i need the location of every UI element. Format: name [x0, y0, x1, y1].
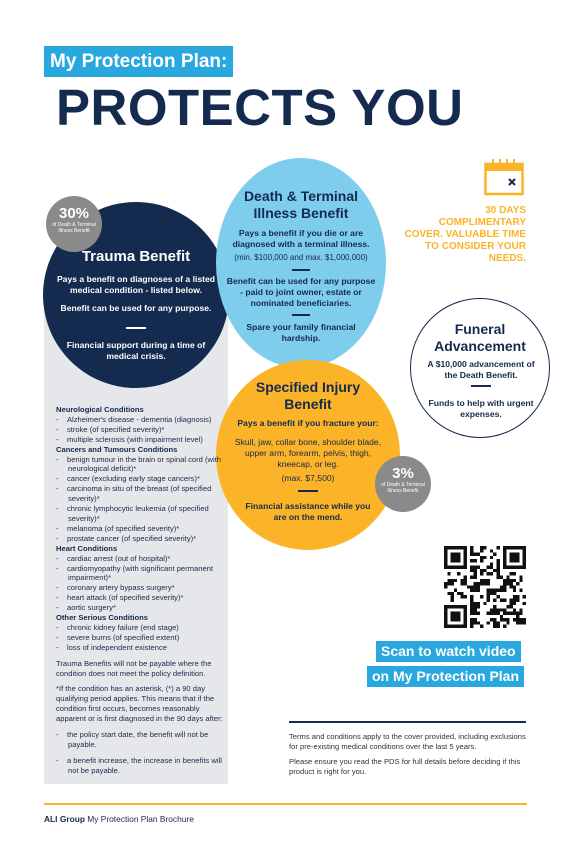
scan-video-label-line2: on My Protection Plan: [367, 666, 524, 687]
cancer-list: [56, 455, 224, 544]
footer-document-title: My Protection Plan Brochure: [84, 814, 194, 824]
divider: [292, 269, 310, 271]
trauma-benefit-description: Pays a benefit on diagnoses of a listed medical condition - listed below.: [56, 274, 216, 295]
subtitle-banner: My Protection Plan:: [44, 46, 233, 77]
funeral-advancement-circle: [410, 298, 550, 438]
injury-percentage-badge: [375, 456, 431, 512]
list-item: - carcinoma in situ of the breast (of specified severity)*: [56, 484, 224, 504]
list-item: - prostate cancer (of specified severity)*: [56, 534, 224, 544]
injury-benefit-circle: [216, 360, 400, 550]
category-heading: Other Serious Conditions: [56, 613, 148, 623]
heart-list: [56, 554, 224, 613]
category-heading: Neurological Conditions: [56, 405, 144, 414]
list-item: - the policy start date, the benefit will not be payable.: [56, 730, 224, 750]
badge-label: of Death & Terminal Illness Benefit: [381, 482, 425, 494]
terms-paragraph: Terms and conditions apply to the cover provided, including exclusions for pre-existing medical conditions over the last 5 years.: [289, 732, 526, 751]
calendar-icon: [484, 158, 524, 196]
footer-brand: ALI Group: [44, 814, 85, 824]
category-heading: Cancers and Tumours Conditions: [56, 444, 178, 454]
other-list: [56, 623, 224, 653]
trauma-benefit-title: Trauma Benefit: [81, 248, 191, 265]
injury-benefit-title: Specified Injury Benefit: [255, 379, 361, 412]
list-item: - multiple sclerosis (with impairment level): [56, 435, 224, 445]
list-item: - benign tumour in the brain or spinal cord (with neurological deficit)*: [56, 455, 224, 475]
death-benefit-circle: [216, 158, 386, 368]
footer: [44, 814, 194, 824]
payment-note: Trauma Benefits will not be payable where the condition does not meet the policy definition.: [56, 658, 212, 678]
injury-benefit-bones: Skull, jaw, collar bone, shoulder blade, upper arm, forearm, pelvis, thigh, kneecap, or leg.: [234, 437, 382, 469]
list-item: - loss of independent existence: [56, 643, 224, 653]
page-title: PROTECTS YOU: [56, 79, 464, 136]
list-item: - cardiac arrest (out of hospital)*: [56, 554, 224, 564]
list-item: - heart attack (of specified severity)*: [56, 593, 224, 603]
divider: [298, 490, 318, 492]
pds-paragraph: Please ensure you read the PDS for full details before deciding if this product is right for you.: [289, 757, 521, 776]
footer-divider: [44, 803, 527, 805]
qr-code-icon[interactable]: [444, 546, 526, 628]
death-benefit-limits: (min. $100,000 and max. $1,000,000): [234, 253, 368, 262]
list-item: - a benefit increase, the increase in benefits will not be payable.: [56, 756, 224, 776]
badge-percent: 30%: [58, 205, 90, 222]
list-item: - coronary artery bypass surgery*: [56, 583, 224, 593]
list-item: - chronic lymphocytic leukemia (of specified severity)*: [56, 504, 224, 524]
badge-label: of Death & Terminal Illness Benefit: [52, 222, 96, 234]
list-item: - chronic kidney failure (end stage): [56, 623, 224, 633]
list-item: - Alzheimer's disease - dementia (diagnosis): [56, 415, 224, 425]
trauma-benefit-usage: Benefit can be used for any purpose.: [60, 303, 212, 313]
list-item: - cardiomyopathy (with significant permanent impairment)*: [56, 564, 224, 584]
qualifying-period-note: *If the condition has an asterisk, (*) a 90 day qualifying period applies. This means that if the condition first occurs, becomes reasonably apparent or is first diagnosed in the 90 days after:: [56, 684, 223, 724]
funeral-advancement-title: Funeral Advancement: [434, 321, 526, 354]
injury-benefit-description: Pays a benefit if you fracture your:: [237, 418, 379, 428]
badge-percent: 3%: [392, 465, 414, 482]
list-item: - cancer (excluding early stage cancers)*: [56, 474, 224, 484]
trauma-percentage-badge: [46, 196, 102, 252]
funeral-advancement-outcome: Funds to help with urgent expenses.: [428, 398, 534, 419]
list-item: - melanoma (of specified severity)*: [56, 524, 224, 534]
list-item: - aortic surgery*: [56, 603, 224, 613]
death-benefit-usage: Benefit can be used for any purpose - paid to joint owner, estate or nominated beneficiaries.: [226, 276, 376, 308]
injury-benefit-outcome: Financial assistance while you are on the mend.: [245, 501, 371, 522]
neuro-list: [56, 415, 224, 445]
funeral-advancement-description: A $10,000 advancement of the Death Benefit.: [427, 359, 535, 380]
terms-section: [289, 732, 529, 777]
divider: [126, 327, 146, 329]
trauma-benefit-outcome: Financial support during a time of medical crisis.: [66, 340, 206, 361]
terms-divider: [289, 721, 526, 723]
divider: [292, 314, 310, 316]
death-benefit-title: Death & Terminal Illness Benefit: [243, 188, 359, 221]
cooling-off-text: 30 DAYS COMPLIMENTARY COVER. VALUABLE TIME TO CONSIDER YOUR NEEDS.: [404, 205, 526, 264]
category-heading: Heart Conditions: [56, 543, 118, 553]
injury-benefit-limit: (max. $7,500): [281, 473, 335, 483]
scan-video-label: Scan to watch video: [376, 641, 521, 662]
divider: [471, 385, 491, 387]
conditions-list: [56, 405, 224, 776]
death-benefit-description: Pays a benefit if you die or are diagnosed with a terminal illness.: [232, 228, 370, 249]
death-benefit-outcome: Spare your family financial hardship.: [246, 322, 356, 343]
list-item: - stroke (of specified severity)*: [56, 425, 224, 435]
list-item: - severe burns (of specified extent): [56, 633, 224, 643]
